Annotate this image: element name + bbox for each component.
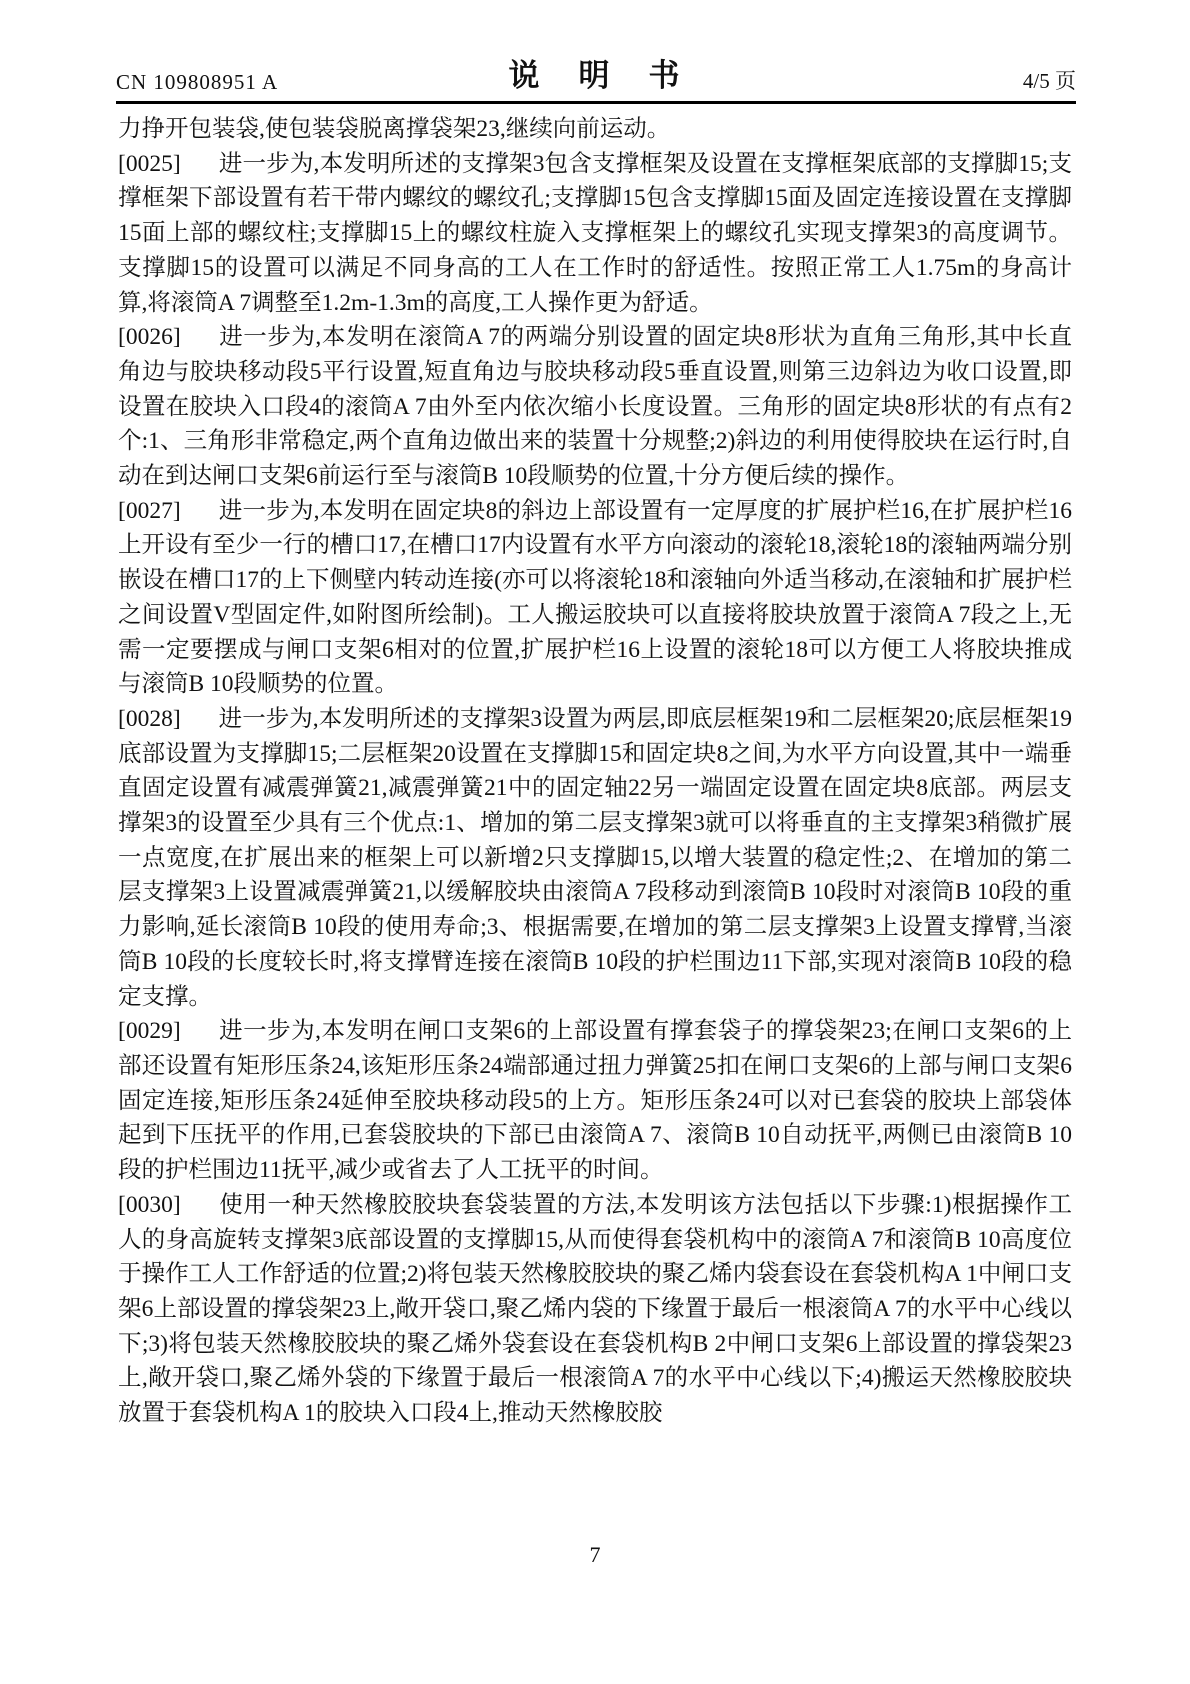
paragraph-number: [0025] (118, 150, 181, 177)
paragraph-text: 进一步为,本发明所述的支撑架3设置为两层,即底层框架19和二层框架20;底层框架19底部设置为支撑脚15;二层框架20设置在支撑脚15和固定块8之间,为水平方向设置,其中一端垂直固定设置有减震弹簧21,减震弹簧21中的固定轴22另一端固定设置在固定块8底部。两层支撑架3的设置至少具有三个优点:1、增加的第二层支撑架3就可以将垂直的主支撑架3稍微扩展一点宽度,在扩展出来的框架上可以新增2只支撑脚15,以增大装置的稳定性;2、在增加的第二层支撑架3上设置减震弹簧21,以缓解胶块由滚筒A 7段移动到滚筒B 10段时对滚筒B 10段的重力影响,延长滚筒B 10段的使用寿命;3、根据需要,在增加的第二层支撑架3上设置支撑臂,当滚筒B 10段的长度较长时,将支撑臂连接在滚筒B 10段的护栏围边11下部,实现对滚筒B 10段的稳定支撑。 (118, 705, 1072, 1010)
paragraph (118, 112, 1072, 147)
paragraph (118, 494, 1072, 702)
paragraph-text: 进一步为,本发明在固定块8的斜边上部设置有一定厚度的扩展护栏16,在扩展护栏16上开设有至少一行的槽口17,在槽口17内设置有水平方向滚动的滚轮18,滚轮18的滚轴两端分别嵌设在槽口17的上下侧壁内转动连接(亦可以将滚轮18和滚轴向外适当移动,在滚轴和扩展护栏之间设置V型固定件,如附图所绘制)。工人搬运胶块可以直接将胶块放置于滚筒A 7段之上,无需一定要摆成与闸口支架6相对的位置,扩展护栏16上设置的滚轮18可以方便工人将胶块推成与滚筒B 10段顺势的位置。 (118, 497, 1072, 698)
paragraph (118, 1014, 1072, 1188)
paragraph-number: [0028] (118, 705, 181, 732)
paragraph (118, 147, 1072, 321)
page-number-footer (0, 1542, 1190, 1568)
paragraph-text: 进一步为,本发明所述的支撑架3包含支撑框架及设置在支撑框架底部的支撑脚15;支撑框架下部设置有若干带内螺纹的螺纹孔;支撑脚15包含支撑脚15面及固定连接设置在支撑脚15面上部的螺纹柱;支撑脚15上的螺纹柱旋入支撑框架上的螺纹孔实现支撑架3的高度调节。支撑脚15的设置可以满足不同身高的工人在工作时的舒适性。按照正常工人1.75m的身高计算,将滚筒A 7调整至1.2m-1.3m的高度,工人操作更为舒适。 (118, 150, 1072, 316)
paragraph-number: [0030] (118, 1191, 181, 1218)
paragraph (118, 1188, 1072, 1431)
paragraph-number: [0029] (118, 1018, 181, 1045)
page-header (116, 56, 1076, 104)
paragraph-text: 力挣开包装袋,使包装袋脱离撑袋架23,继续向前运动。 (118, 116, 671, 142)
document-body (118, 112, 1072, 1431)
paragraph-text: 使用一种天然橡胶胶块套袋装置的方法,本发明该方法包括以下步骤:1)根据操作工人的身高旋转支撑架3底部设置的支撑脚15,从而使得套袋机构中的滚筒A 7和滚筒B 10高度位于操作工人工作舒适的位置;2)将包装天然橡胶胶块的聚乙烯内袋套设在套袋机构A 1中闸口支架6上部设置的撑袋架23上,敞开袋口,聚乙烯内袋的下缘置于最后一根滚筒A 7的水平中心线以下;3)将包装天然橡胶胶块的聚乙烯外袋套设在套袋机构B 2中闸口支架6上部设置的撑袋架23上,敞开袋口,聚乙烯外袋的下缘置于最后一根滚筒A 7的水平中心线以下;4)搬运天然橡胶胶块放置于套袋机构A 1的胶块入口段4上,推动天然橡胶胶 (118, 1191, 1072, 1427)
page-indicator: 4/5 页 (1022, 69, 1076, 93)
paragraph-number: [0027] (118, 497, 181, 524)
paragraph-number: [0026] (118, 324, 181, 351)
document-number: CN 109808951 A (116, 70, 279, 94)
paragraph-text: 进一步为,本发明在滚筒A 7的两端分别设置的固定块8形状为直角三角形,其中长直角边与胶块移动段5平行设置,短直角边与胶块移动段5垂直设置,则第三边斜边为收口设置,即设置在胶块入口段4的滚筒A 7由外至内依次缩小长度设置。三角形的固定块8形状的有点有2个:1、三角形非常稳定,两个直角边做出来的装置十分规整;2)斜边的利用使得胶块在运行时,自动在到达闸口支架6前运行至与滚筒B 10段顺势的位置,十分方便后续的操作。 (118, 324, 1072, 490)
paragraph (118, 702, 1072, 1014)
page-title: 说 明 书 (508, 58, 684, 93)
paragraph-text: 进一步为,本发明在闸口支架6的上部设置有撑套袋子的撑袋架23;在闸口支架6的上部还设置有矩形压条24,该矩形压条24端部通过扭力弹簧25扣在闸口支架6的上部与闸口支架6固定连接,矩形压条24延伸至胶块移动段5的上方。矩形压条24可以对已套袋的胶块上部袋体起到下压抚平的作用,已套袋胶块的下部已由滚筒A 7、滚筒B 10自动抚平,两侧已由滚筒B 10段的护栏围边11抚平,减少或省去了人工抚平的时间。 (118, 1018, 1072, 1184)
page-number: 7 (589, 1542, 601, 1567)
paragraph (118, 320, 1072, 494)
